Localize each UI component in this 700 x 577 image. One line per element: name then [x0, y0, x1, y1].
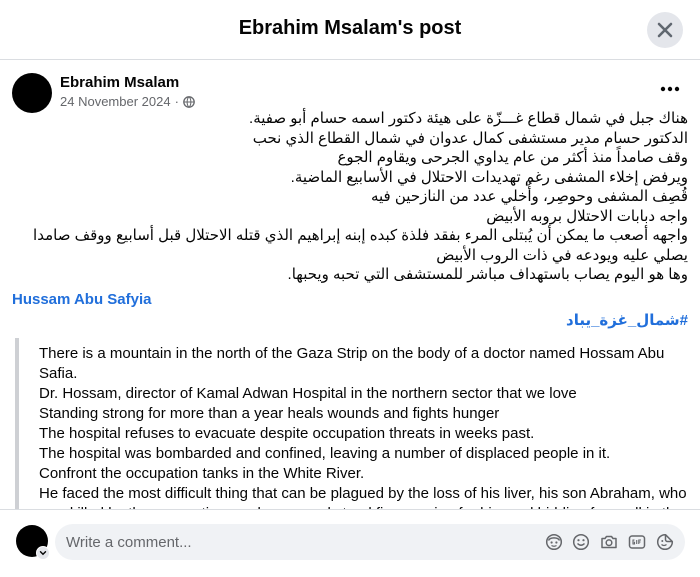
camera-icon [600, 533, 618, 551]
hashtag-link[interactable]: #شمال_غزة_يباد [566, 312, 688, 329]
chevron-down-icon [39, 549, 47, 557]
post-date[interactable]: 24 November 2024 [60, 94, 171, 109]
post-line: يصلي عليه ويودعه في ذات الروب الأبيض [436, 246, 688, 264]
post-line: قُصِف المشفى وحوصِر، وأُخلي عدد من النازحين فيه [370, 188, 688, 205]
globe-icon[interactable] [183, 96, 195, 108]
post-meta [60, 94, 195, 109]
avatar-sticker-icon [545, 533, 563, 551]
emoji-icon [572, 533, 590, 551]
comment-input[interactable] [66, 524, 536, 560]
translation-line: The hospital refuses to evacuate despite occupation threats in weeks past. [39, 425, 535, 442]
close-icon [655, 20, 675, 40]
meta-separator: · [174, 94, 179, 109]
account-switch-badge[interactable] [36, 546, 50, 560]
mention-link[interactable]: Hussam Abu Safyia [12, 291, 152, 308]
translation-line: Confront the occupation tanks in the White River. [39, 465, 365, 482]
translation-line: Standing strong for more than a year heals wounds and fights hunger [39, 405, 500, 422]
comment-box [55, 524, 685, 560]
post-dialog-header [0, 0, 700, 60]
emoji-button[interactable] [571, 532, 591, 552]
comment-footer [0, 509, 700, 577]
post-text-arabic [12, 109, 688, 285]
sticker-button[interactable] [655, 532, 675, 552]
post-content [0, 61, 700, 509]
sticker-icon [656, 533, 674, 551]
translation-quote [15, 338, 690, 518]
post-line: هناك جبل في شمال قطاع غـــزّة على هيئة دكتور اسمه حسام أبو صفية. [249, 110, 688, 127]
dialog-title: Ebrahim Msalam's post [238, 17, 462, 39]
post-line: الدكتور حسام مدير مستشفى كمال عدوان في شمال القطاع الذي نحب [252, 129, 688, 147]
avatar-sticker-button[interactable] [544, 532, 564, 552]
post-line: ويرفض إخلاء المشفى رغم تهديدات الاحتلال في الأسابيع الماضية. [290, 168, 688, 186]
post-line: وقف صامداً منذ أكثر من عام يداوي الجرحى ويقاوم الجوع [337, 149, 688, 166]
translation-line: He faced the most difficult thing that can be plagued by the loss of his liver, his son Abraham, who [39, 485, 687, 502]
gif-icon [628, 533, 646, 551]
translation-line: Dr. Hossam, director of Kamal Adwan Hospital in the northern sector that we love [39, 385, 577, 402]
gif-button[interactable] [627, 532, 647, 552]
close-button[interactable] [647, 12, 683, 48]
author-avatar[interactable] [12, 73, 52, 113]
translation-line: There is a mountain in the north of the Gaza Strip on the body of a doctor named Hossam Abu Safia. [39, 345, 665, 382]
more-icon [660, 86, 680, 92]
author-name[interactable]: Ebrahim Msalam [60, 74, 180, 91]
translation-line: The hospital was bombarded and confined, leaving a number of displaced people in it. [39, 445, 611, 462]
photo-button[interactable] [599, 532, 619, 552]
post-line: وها هو اليوم يصاب باستهداف مباشر للمستشفى التي تحبه ويحبها. [287, 266, 688, 283]
more-options-button[interactable] [656, 77, 684, 101]
post-line: واجهه أصعب ما يمكن أن يُبتلى المرء بفقد فلذة كبده إبنه إبراهيم الذي قتله الاحتلال قبل أسابيع ووقف صامدا [33, 227, 688, 244]
post-line: واجه دبابات الاحتلال بروبه الأبيض [486, 207, 688, 225]
